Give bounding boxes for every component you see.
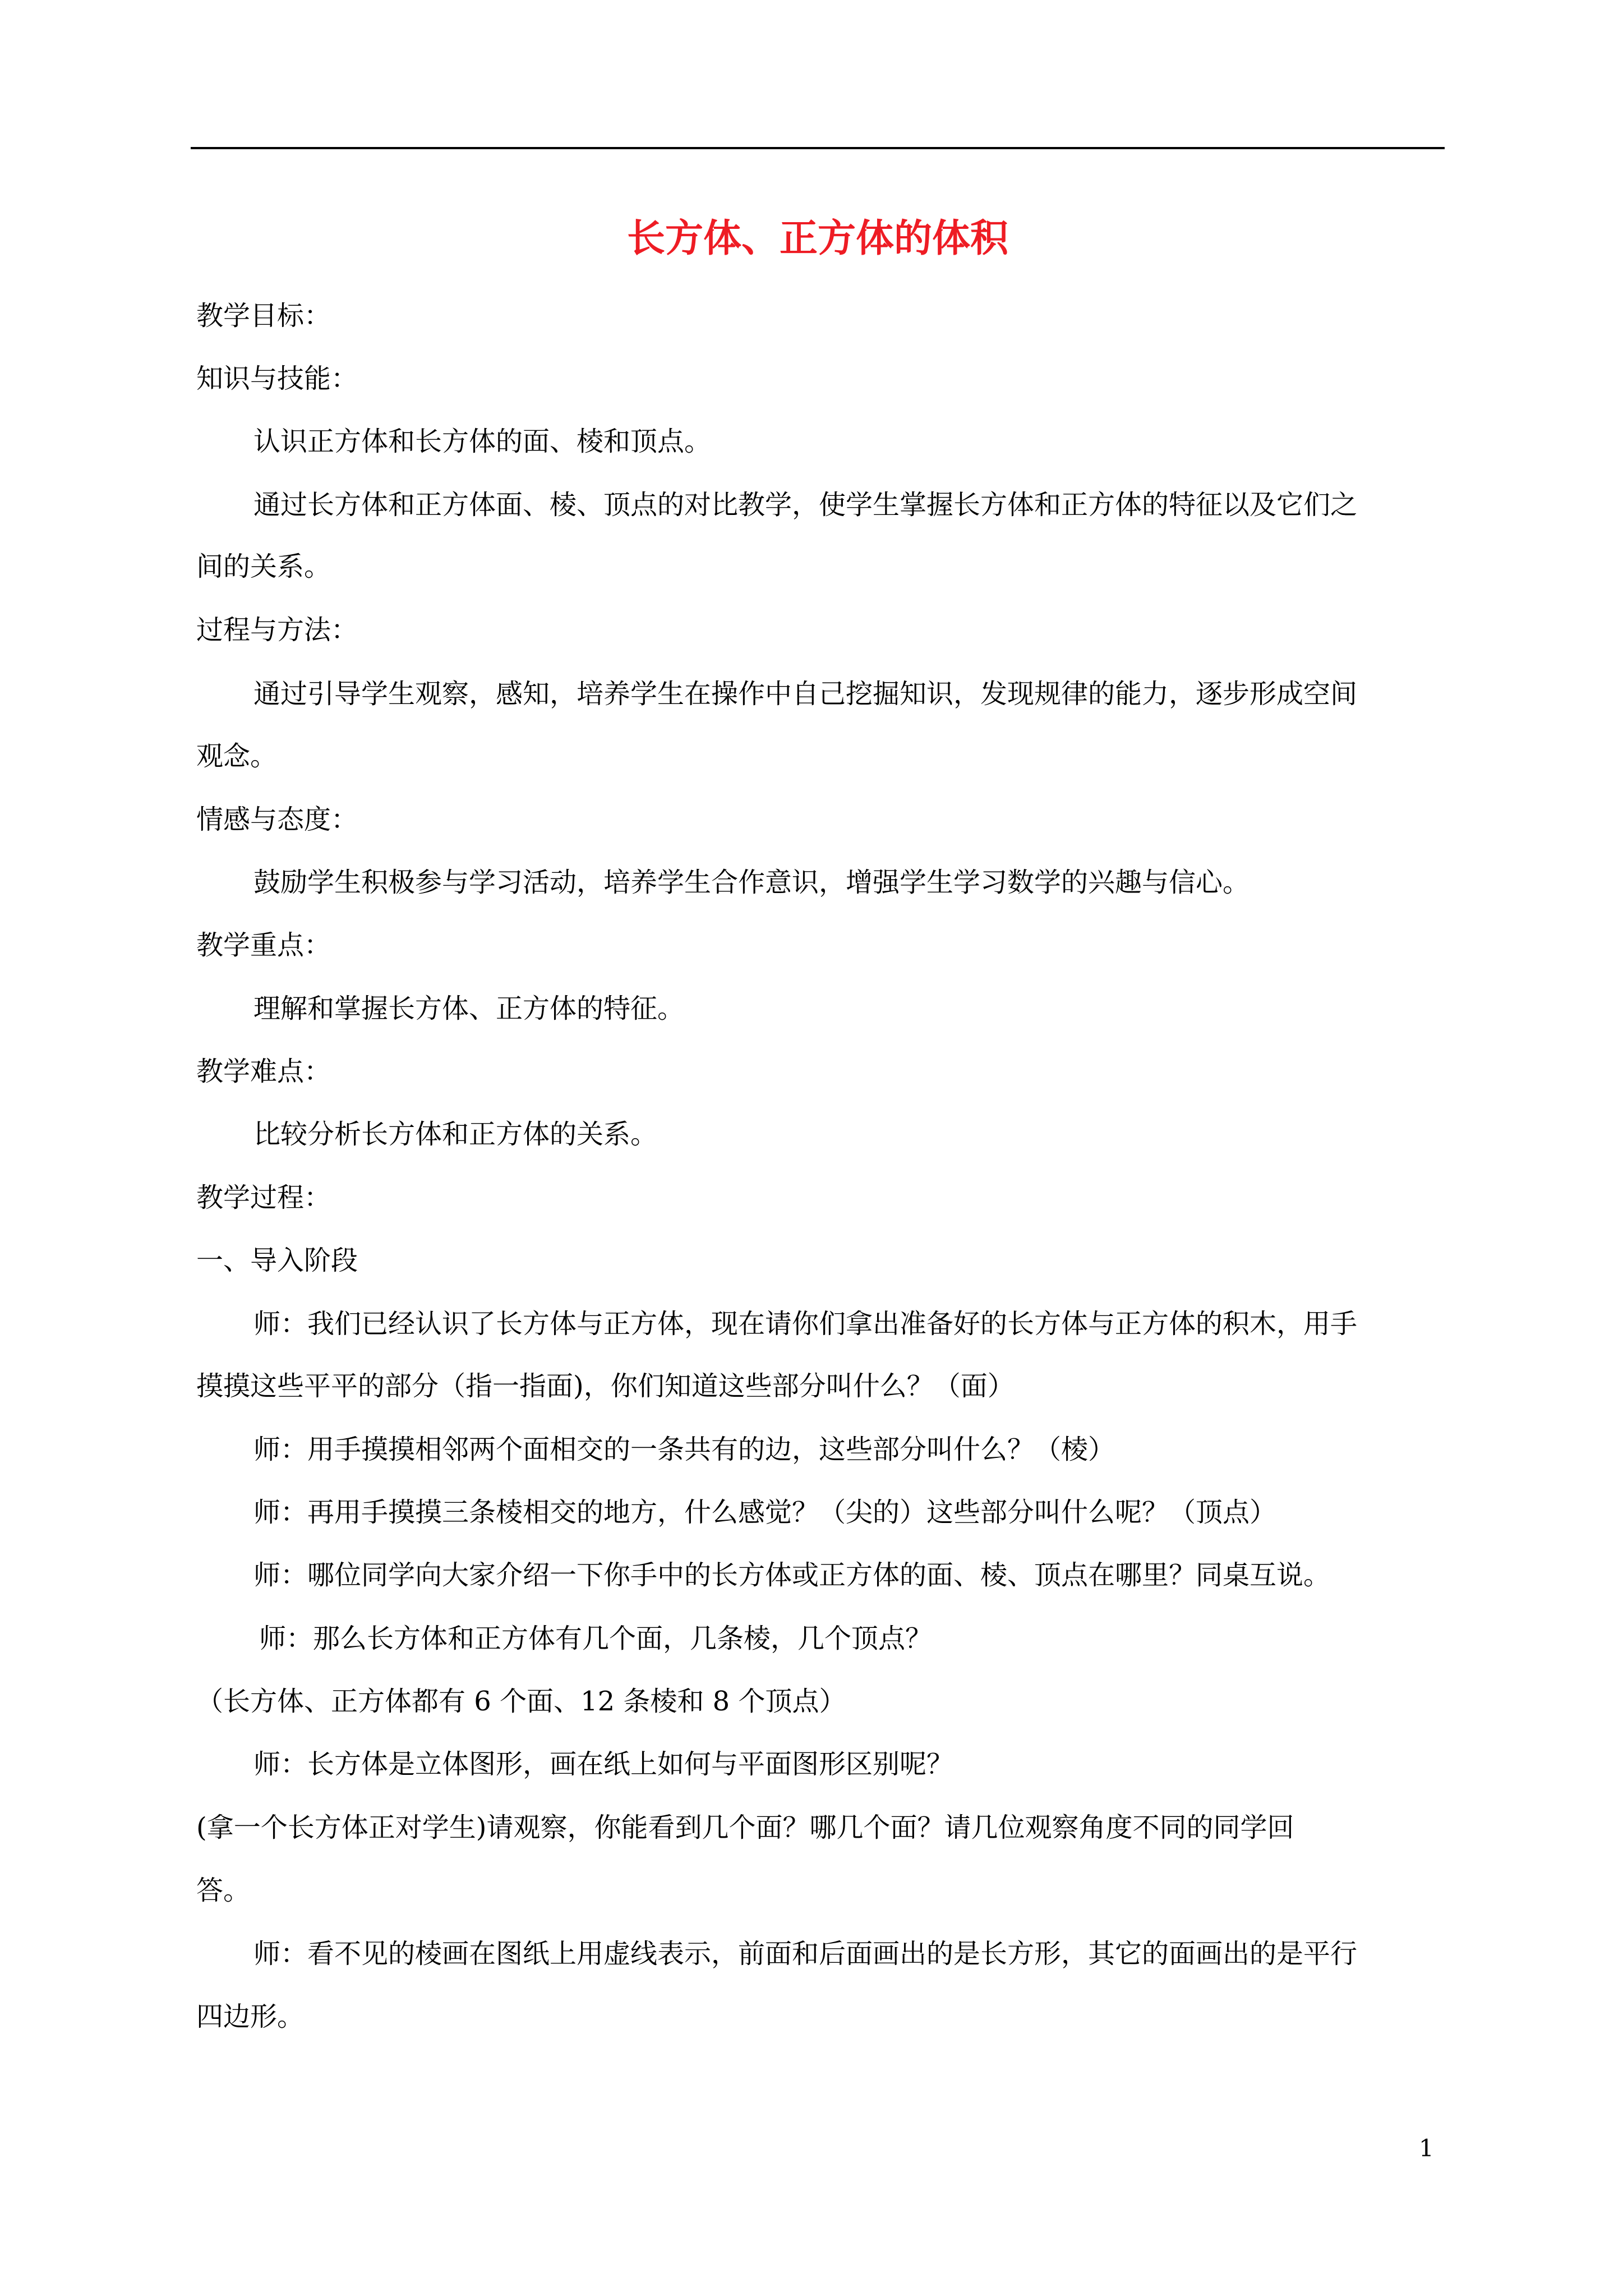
heading-emotion-attitude: 情感与态度： <box>196 804 358 835</box>
paragraph-line: 摸摸这些平平的部分（指一指面)，你们知道这些部分叫什么？（面） <box>196 1370 1015 1402</box>
paragraph-line: 通过长方体和正方体面、棱、顶点的对比教学，使学生掌握长方体和正方体的特征以及它们之 <box>253 489 1358 521</box>
paragraph-line: 师：我们已经认识了长方体与正方体，现在请你们拿出准备好的长方体与正方体的积木，用手 <box>253 1308 1358 1340</box>
paragraph-line: 师：用手摸摸相邻两个面相交的一条共有的边，这些部分叫什么？（棱） <box>253 1434 1115 1465</box>
document-title: 长方体、正方体的体积 <box>626 216 1008 261</box>
paragraph-line: 师：长方体是立体图形，画在纸上如何与平面图形区别呢？ <box>253 1749 954 1780</box>
paragraph-line: 四边形。 <box>196 2001 305 2032</box>
paragraph-line: 通过引导学生观察，感知，培养学生在操作中自己挖掘知识，发现规律的能力，逐步形成空间 <box>253 678 1358 710</box>
paragraph-line: 观念。 <box>196 740 278 772</box>
paragraph-line: (拿一个长方体正对学生)请观察，你能看到几个面？哪几个面？请几位观察角度不同的同学回 <box>196 1812 1294 1843</box>
paragraph-line: 答。 <box>196 1875 251 1906</box>
header-rule <box>191 147 1445 149</box>
paragraph-line: （长方体、正方体都有 6 个面、12 条棱和 8 个顶点） <box>196 1686 846 1717</box>
heading-teaching-process: 教学过程： <box>196 1182 331 1213</box>
heading-intro-stage: 一、导入阶段 <box>196 1245 358 1276</box>
heading-key-points: 教学重点： <box>196 930 331 961</box>
heading-process-method: 过程与方法： <box>196 614 358 646</box>
paragraph-line: 比较分析长方体和正方体的关系。 <box>253 1119 658 1150</box>
heading-teaching-goals: 教学目标： <box>196 300 331 332</box>
heading-difficulties: 教学难点： <box>196 1056 331 1087</box>
paragraph-line: 间的关系。 <box>196 551 331 582</box>
heading-knowledge-skills: 知识与技能： <box>196 363 358 394</box>
page-number: 1 <box>1419 2134 1434 2162</box>
paragraph-line: 师：那么长方体和正方体有几个面，几条棱，几个顶点？ <box>259 1623 933 1654</box>
paragraph-line: 理解和掌握长方体、正方体的特征。 <box>253 993 685 1024</box>
paragraph-line: 师：看不见的棱画在图纸上用虚线表示，前面和后面画出的是长方形，其它的面画出的是平行 <box>253 1938 1358 1970</box>
paragraph-line: 鼓励学生积极参与学习活动，培养学生合作意识，增强学生学习数学的兴趣与信心。 <box>253 867 1250 898</box>
paragraph-line: 认识正方体和长方体的面、棱和顶点。 <box>253 426 712 457</box>
paragraph-line: 师：哪位同学向大家介绍一下你手中的长方体或正方体的面、棱、顶点在哪里？同桌互说。 <box>253 1559 1331 1591</box>
paragraph-line: 师：再用手摸摸三条棱相交的地方，什么感觉？（尖的）这些部分叫什么呢？（顶点） <box>253 1497 1277 1528</box>
